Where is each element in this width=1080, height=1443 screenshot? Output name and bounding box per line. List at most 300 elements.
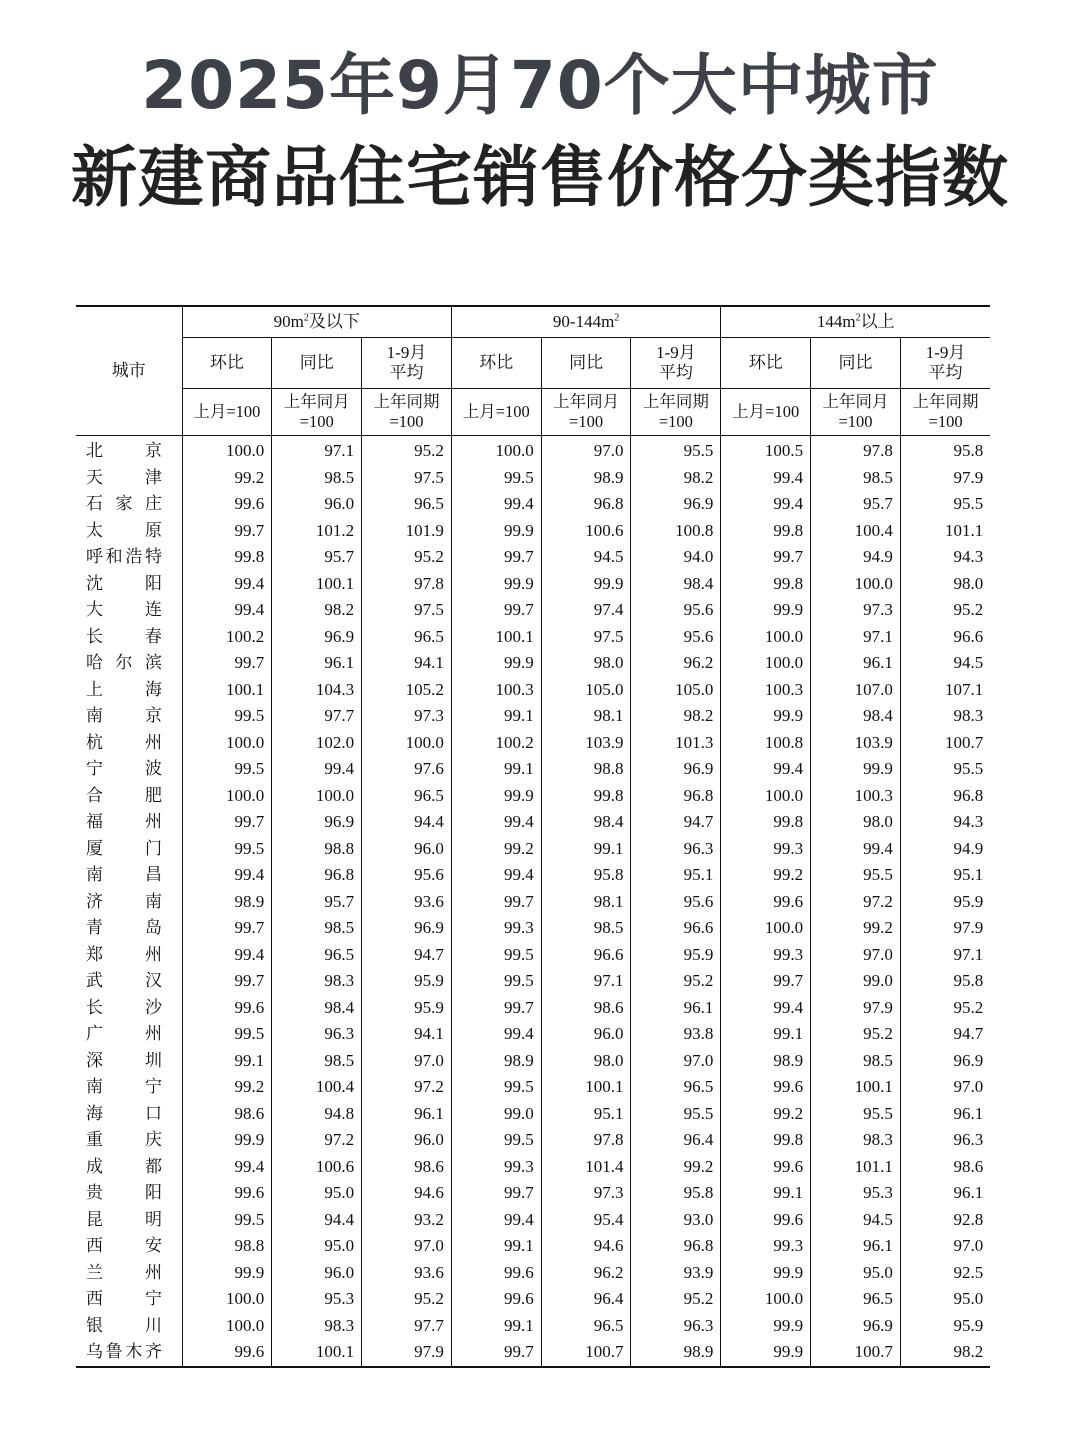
value-cell: 96.1 [811, 650, 901, 677]
value-cell: 96.9 [631, 756, 721, 783]
sub-header-2-0 [721, 338, 811, 389]
city-cell [76, 1127, 182, 1154]
value-cell: 105.0 [631, 677, 721, 704]
table-row [76, 1339, 990, 1367]
city-name: 南京 [86, 706, 162, 725]
value-cell: 98.2 [272, 597, 362, 624]
sub-header-line1: 环比 [209, 353, 244, 372]
value-cell: 97.3 [541, 1180, 631, 1207]
table-row [76, 836, 990, 863]
value-cell: 96.3 [953, 1130, 984, 1149]
table-row [76, 756, 990, 783]
base-header-line2: =100 [299, 412, 334, 431]
value-cell: 99.2 [721, 1101, 811, 1128]
sub-header-line1: 同比 [838, 353, 873, 372]
table-row [76, 436, 990, 465]
value-cell: 98.8 [182, 1233, 272, 1260]
value-cell: 99.5 [451, 942, 541, 969]
group-header-2 [721, 306, 990, 338]
value-cell: 98.2 [631, 465, 721, 492]
value-cell: 99.4 [811, 836, 901, 863]
value-cell: 96.5 [362, 491, 452, 518]
value-cell: 98.0 [541, 1048, 631, 1075]
value-cell: 98.5 [272, 915, 362, 942]
value-cell: 96.3 [631, 836, 721, 863]
value-cell: 97.2 [272, 1127, 362, 1154]
group-label-pre: 144m [816, 312, 856, 331]
value-cell: 100.8 [721, 730, 811, 757]
value-cell: 96.3 [631, 1313, 721, 1340]
value-cell: 99.0 [811, 968, 901, 995]
value-cell: 99.4 [182, 571, 272, 598]
table-row [76, 1286, 990, 1313]
value-cell: 104.3 [272, 677, 362, 704]
value-cell: 96.5 [362, 624, 452, 651]
value-cell: 98.3 [953, 706, 984, 725]
value-cell: 94.6 [362, 1180, 452, 1207]
value-cell: 94.4 [272, 1207, 362, 1234]
city-cell [76, 544, 182, 571]
value-cell: 98.6 [953, 1156, 984, 1176]
value-cell: 99.9 [541, 571, 631, 598]
value-cell: 97.0 [631, 1048, 721, 1075]
value-cell: 99.8 [721, 518, 811, 545]
city-cell [76, 491, 182, 518]
value-cell: 101.4 [541, 1154, 631, 1181]
value-cell: 96.4 [541, 1286, 631, 1313]
value-cell: 101.2 [272, 518, 362, 545]
value-cell: 96.9 [953, 1050, 984, 1070]
value-cell: 99.6 [721, 1207, 811, 1234]
table-body [76, 436, 990, 1367]
value-cell: 98.9 [451, 1048, 541, 1075]
city-name: 兰州 [86, 1262, 162, 1282]
base-header-0-2 [362, 389, 452, 436]
city-cell [76, 1286, 182, 1313]
city-cell [76, 465, 182, 492]
value-cell: 99.9 [182, 1127, 272, 1154]
value-cell: 95.3 [272, 1286, 362, 1313]
table-row [76, 1101, 990, 1128]
city-name: 呼和浩特 [86, 547, 162, 566]
table-row [76, 1233, 990, 1260]
value-cell: 96.8 [272, 862, 362, 889]
sub-header-0-1 [272, 338, 362, 389]
city-cell [76, 968, 182, 995]
value-cell: 93.9 [631, 1260, 721, 1287]
value-cell: 96.8 [953, 785, 984, 805]
value-cell: 92.8 [953, 1209, 984, 1229]
city-cell [76, 1021, 182, 1048]
value-cell: 95.5 [811, 862, 901, 889]
value-cell: 95.9 [362, 968, 452, 995]
base-header-line2: =100 [658, 412, 693, 431]
value-cell: 95.6 [362, 862, 452, 889]
sub-header-1-0 [451, 338, 541, 389]
city-name: 海口 [86, 1103, 162, 1123]
city-cell [76, 915, 182, 942]
group-label-pre: 90m [273, 312, 304, 331]
value-cell: 96.0 [362, 1127, 452, 1154]
sub-header-0-2 [362, 338, 452, 389]
value-cell: 100.5 [721, 436, 811, 465]
value-cell: 100.0 [721, 1286, 811, 1313]
value-cell: 99.2 [182, 465, 272, 492]
base-header-line1: 上年同期 [912, 392, 979, 411]
value-cell: 96.9 [272, 624, 362, 651]
value-cell: 103.9 [811, 730, 901, 757]
value-cell: 98.0 [541, 650, 631, 677]
city-cell [76, 1101, 182, 1128]
value-cell: 99.9 [721, 1313, 811, 1340]
value-cell: 98.3 [811, 1127, 901, 1154]
table-row [76, 650, 990, 677]
value-cell: 99.7 [451, 597, 541, 624]
value-cell: 98.4 [631, 571, 721, 598]
page-title-line2: 新建商品住宅销售价格分类指数 [71, 139, 1009, 216]
city-cell [76, 650, 182, 677]
value-cell: 100.8 [631, 518, 721, 545]
value-cell: 99.3 [721, 1233, 811, 1260]
value-cell: 100.7 [541, 1339, 631, 1367]
value-cell: 99.5 [451, 968, 541, 995]
value-cell: 95.7 [811, 491, 901, 518]
value-cell: 97.5 [541, 624, 631, 651]
table-row [76, 703, 990, 730]
value-cell: 95.6 [631, 624, 721, 651]
page-title-line1: 2025年9月70个大中城市 [141, 47, 939, 124]
value-cell: 99.9 [721, 703, 811, 730]
value-cell: 100.3 [811, 783, 901, 810]
value-cell: 95.0 [272, 1233, 362, 1260]
value-cell: 99.9 [451, 783, 541, 810]
value-cell: 96.1 [953, 1103, 984, 1123]
value-cell: 96.6 [953, 626, 984, 646]
value-cell: 95.5 [631, 436, 721, 465]
value-cell: 99.4 [182, 597, 272, 624]
value-cell: 98.1 [541, 889, 631, 916]
value-cell: 100.4 [811, 518, 901, 545]
value-cell: 100.1 [272, 1339, 362, 1367]
value-cell: 95.5 [631, 1101, 721, 1128]
value-cell: 100.0 [182, 1313, 272, 1340]
value-cell: 98.5 [811, 1048, 901, 1075]
value-cell: 107.0 [811, 677, 901, 704]
value-cell: 96.8 [541, 491, 631, 518]
value-cell: 98.2 [953, 1342, 984, 1361]
value-cell: 99.2 [721, 862, 811, 889]
value-cell: 99.5 [182, 703, 272, 730]
table-row [76, 889, 990, 916]
city-name: 西宁 [86, 1289, 162, 1308]
value-cell: 99.6 [182, 491, 272, 518]
value-cell: 97.1 [953, 944, 984, 964]
value-cell: 95.2 [362, 544, 452, 571]
value-cell: 99.3 [451, 1154, 541, 1181]
value-cell: 99.6 [182, 1180, 272, 1207]
sub-header-2-1 [811, 338, 901, 389]
city-name: 西安 [86, 1236, 162, 1255]
city-name: 济南 [86, 891, 162, 911]
value-cell: 96.0 [362, 836, 452, 863]
value-cell: 96.0 [272, 1260, 362, 1287]
value-cell: 96.5 [362, 783, 452, 810]
city-cell [76, 677, 182, 704]
value-cell: 96.6 [631, 915, 721, 942]
value-cell: 99.5 [451, 1127, 541, 1154]
value-cell: 99.4 [721, 465, 811, 492]
value-cell: 100.0 [451, 436, 541, 465]
value-cell: 99.9 [182, 1260, 272, 1287]
value-cell: 99.7 [721, 968, 811, 995]
price-index-table-wrap [76, 305, 990, 1368]
value-cell: 97.6 [362, 756, 452, 783]
value-cell: 102.0 [272, 730, 362, 757]
value-cell: 96.1 [811, 1233, 901, 1260]
value-cell: 99.6 [451, 1260, 541, 1287]
value-cell: 94.3 [953, 812, 984, 831]
city-name: 成都 [86, 1156, 162, 1176]
value-cell: 100.0 [272, 783, 362, 810]
city-cell [76, 1313, 182, 1340]
base-header-line1: 上年同月 [822, 392, 889, 411]
value-cell: 98.4 [811, 703, 901, 730]
value-cell: 100.6 [272, 1154, 362, 1181]
value-cell: 99.8 [182, 544, 272, 571]
value-cell: 99.6 [721, 1154, 811, 1181]
value-cell: 99.1 [451, 703, 541, 730]
table-row [76, 968, 990, 995]
base-header-1-2 [631, 389, 721, 436]
city-cell [76, 809, 182, 836]
base-header-line1: 上年同期 [642, 392, 709, 411]
table-header [76, 306, 990, 436]
city-cell [76, 1180, 182, 1207]
value-cell: 94.5 [811, 1207, 901, 1234]
value-cell: 97.9 [362, 1339, 452, 1367]
value-cell: 99.7 [451, 1180, 541, 1207]
value-cell: 97.0 [541, 436, 631, 465]
value-cell: 100.0 [721, 783, 811, 810]
value-cell: 93.6 [362, 889, 452, 916]
value-cell: 96.5 [541, 1313, 631, 1340]
value-cell: 97.1 [272, 436, 362, 465]
value-cell: 99.9 [451, 650, 541, 677]
value-cell: 100.2 [451, 730, 541, 757]
value-cell: 95.0 [272, 1180, 362, 1207]
value-cell: 98.0 [953, 573, 984, 593]
price-index-table [76, 305, 990, 1368]
value-cell: 97.8 [811, 436, 901, 465]
value-cell: 93.2 [362, 1207, 452, 1234]
value-cell: 100.4 [272, 1074, 362, 1101]
value-cell: 99.7 [182, 809, 272, 836]
table-row [76, 809, 990, 836]
value-cell: 96.1 [631, 995, 721, 1022]
city-name: 石家庄 [86, 494, 162, 513]
city-name: 大连 [86, 600, 162, 619]
value-cell: 95.2 [362, 436, 452, 465]
base-header-2-0 [721, 389, 811, 436]
value-cell: 95.9 [953, 1315, 984, 1335]
city-name: 武汉 [86, 971, 162, 990]
value-cell: 100.0 [721, 915, 811, 942]
value-cell: 94.9 [953, 838, 984, 858]
value-cell: 94.8 [272, 1101, 362, 1128]
value-cell: 99.4 [272, 756, 362, 783]
city-name: 厦门 [86, 838, 162, 858]
city-cell [76, 1233, 182, 1260]
base-header-line1: 上月=100 [462, 402, 530, 421]
city-name: 长沙 [86, 997, 162, 1017]
value-cell: 97.1 [811, 624, 901, 651]
value-cell: 97.2 [811, 889, 901, 916]
table-row [76, 1048, 990, 1075]
value-cell: 99.6 [721, 889, 811, 916]
city-cell [76, 836, 182, 863]
value-cell: 98.8 [541, 756, 631, 783]
value-cell: 98.9 [631, 1339, 721, 1367]
value-cell: 95.2 [953, 997, 984, 1017]
value-cell: 94.7 [362, 942, 452, 969]
value-cell: 99.8 [541, 783, 631, 810]
table-row [76, 624, 990, 651]
table-row [76, 730, 990, 757]
value-cell: 99.2 [182, 1074, 272, 1101]
value-cell: 99.8 [721, 1127, 811, 1154]
value-cell: 99.5 [182, 1021, 272, 1048]
city-cell [76, 942, 182, 969]
city-cell [76, 1048, 182, 1075]
value-cell: 100.1 [811, 1074, 901, 1101]
city-name: 福州 [86, 812, 162, 831]
table-row [76, 915, 990, 942]
value-cell: 99.1 [451, 756, 541, 783]
value-cell: 99.4 [451, 809, 541, 836]
value-cell: 96.0 [272, 491, 362, 518]
sub-header-line1: 同比 [299, 353, 334, 372]
city-cell [76, 1260, 182, 1287]
value-cell: 97.8 [362, 571, 452, 598]
value-cell: 98.5 [272, 1048, 362, 1075]
sub-header-2-2 [900, 338, 990, 389]
value-cell: 96.5 [631, 1074, 721, 1101]
value-cell: 100.3 [721, 677, 811, 704]
value-cell: 97.9 [953, 467, 984, 487]
sub-header-line1: 环比 [479, 353, 514, 372]
table-row [76, 1260, 990, 1287]
value-cell: 97.9 [953, 918, 984, 937]
value-cell: 100.0 [182, 1286, 272, 1313]
value-cell: 98.2 [631, 703, 721, 730]
value-cell: 97.1 [541, 968, 631, 995]
value-cell: 97.0 [811, 942, 901, 969]
value-cell: 96.9 [631, 491, 721, 518]
value-cell: 96.4 [631, 1127, 721, 1154]
group-label-sup: 2 [614, 312, 620, 324]
table-row [76, 571, 990, 598]
value-cell: 99.3 [451, 915, 541, 942]
sub-header-1-1 [541, 338, 631, 389]
value-cell: 99.4 [721, 995, 811, 1022]
value-cell: 99.1 [721, 1180, 811, 1207]
value-cell: 100.0 [811, 571, 901, 598]
city-name: 昆明 [86, 1209, 162, 1229]
value-cell: 99.5 [451, 465, 541, 492]
value-cell: 101.1 [944, 520, 984, 540]
city-name: 深圳 [86, 1050, 162, 1070]
value-cell: 98.8 [272, 836, 362, 863]
value-cell: 100.0 [182, 436, 272, 465]
value-cell: 95.5 [811, 1101, 901, 1128]
city-cell [76, 571, 182, 598]
city-name: 长春 [86, 626, 162, 646]
value-cell: 97.0 [953, 1077, 984, 1096]
value-cell: 95.2 [953, 600, 984, 619]
value-cell: 94.1 [362, 650, 452, 677]
base-header-line1: 上年同期 [373, 392, 440, 411]
value-cell: 96.6 [541, 942, 631, 969]
value-cell: 99.9 [451, 571, 541, 598]
value-cell: 95.7 [272, 544, 362, 571]
sub-header-line2: 平均 [658, 363, 693, 382]
value-cell: 96.2 [631, 650, 721, 677]
group-label-pre: 90-144m [552, 312, 615, 331]
value-cell: 100.1 [182, 677, 272, 704]
value-cell: 95.7 [272, 889, 362, 916]
table-row [76, 1207, 990, 1234]
value-cell: 98.4 [272, 995, 362, 1022]
city-name: 合肥 [86, 785, 162, 805]
table-row [76, 995, 990, 1022]
value-cell: 100.3 [451, 677, 541, 704]
value-cell: 98.9 [182, 889, 272, 916]
value-cell: 96.5 [272, 942, 362, 969]
value-cell: 98.6 [362, 1154, 452, 1181]
value-cell: 99.7 [182, 915, 272, 942]
city-name: 贵阳 [86, 1183, 162, 1202]
base-header-line1: 上月=100 [193, 402, 261, 421]
value-cell: 95.0 [953, 1289, 984, 1308]
value-cell: 99.4 [182, 862, 272, 889]
value-cell: 107.1 [944, 679, 984, 699]
value-cell: 105.0 [541, 677, 631, 704]
value-cell: 98.6 [541, 995, 631, 1022]
value-cell: 99.6 [182, 1339, 272, 1367]
value-cell: 100.7 [944, 732, 984, 752]
value-cell: 99.3 [721, 836, 811, 863]
city-cell [76, 597, 182, 624]
group-label-post: 以上 [860, 312, 895, 331]
sub-header-line1: 1-9月 [386, 343, 427, 362]
value-cell: 93.6 [362, 1260, 452, 1287]
table-row [76, 465, 990, 492]
city-name: 宁波 [86, 759, 162, 778]
value-cell: 97.3 [362, 703, 452, 730]
city-name: 北京 [86, 441, 162, 460]
value-cell: 94.5 [953, 653, 984, 672]
value-cell: 100.0 [721, 624, 811, 651]
table-row [76, 1313, 990, 1340]
value-cell: 98.5 [272, 465, 362, 492]
city-name: 广州 [86, 1024, 162, 1043]
value-cell: 95.5 [953, 494, 984, 513]
value-cell: 97.7 [272, 703, 362, 730]
sub-header-line1: 环比 [748, 353, 783, 372]
value-cell: 100.1 [451, 624, 541, 651]
value-cell: 95.2 [811, 1021, 901, 1048]
city-cell [76, 730, 182, 757]
